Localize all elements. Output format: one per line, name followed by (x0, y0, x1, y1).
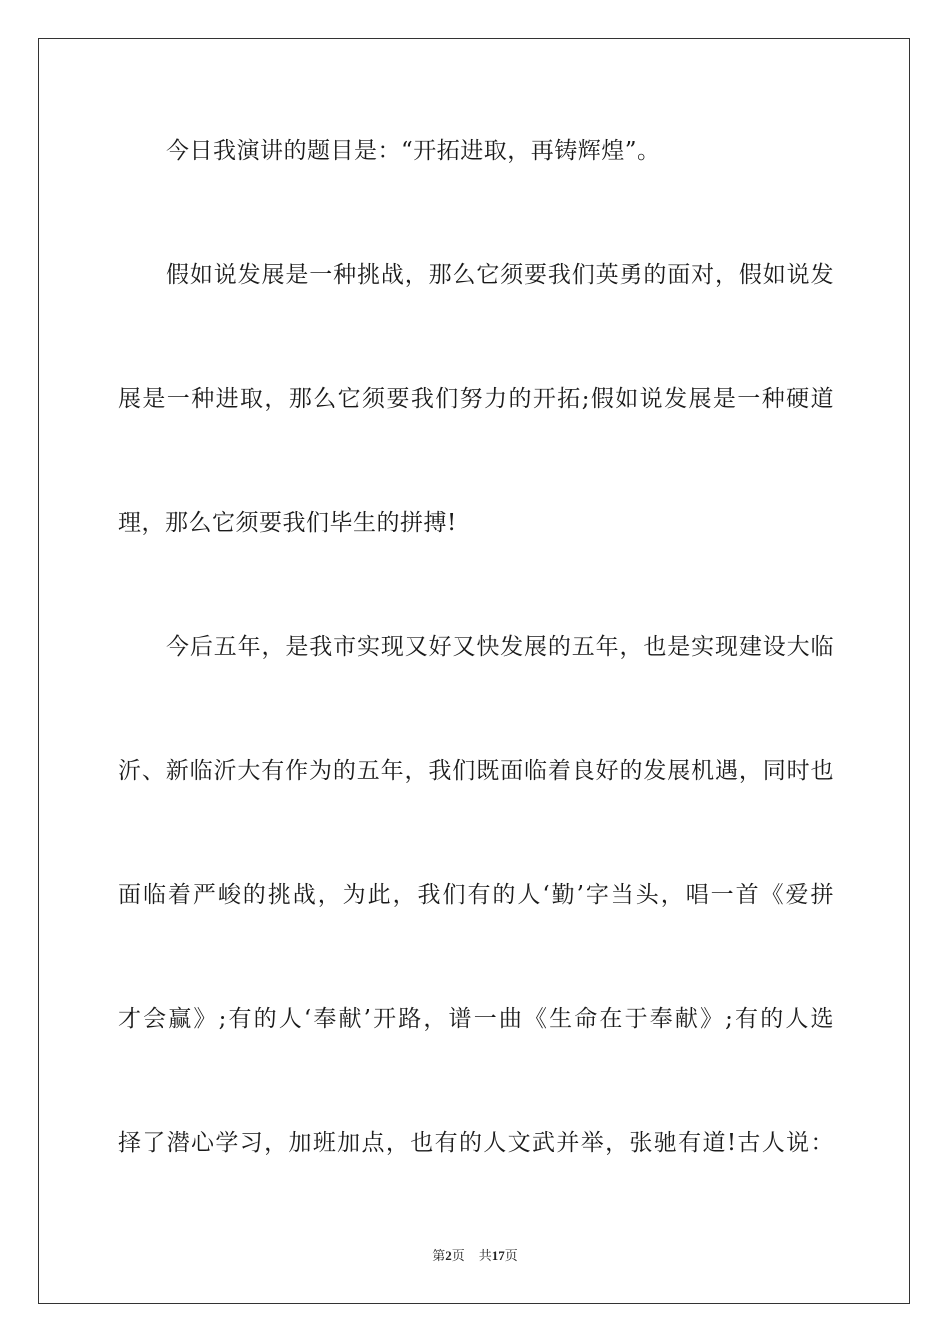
paragraph-3-line-2: 沂、新临沂大有作为的五年，我们既面临着良好的发展机遇，同时也 (118, 758, 834, 784)
paragraph-3-line-3: 面临着严峻的挑战，为此，我们有的人‘勤’字当头，唱一首《爱拼 (118, 882, 834, 908)
page-prefix: 第 (432, 1248, 446, 1263)
paragraph-3-line-4: 才会赢》;有的人‘奉献’开路，谱一曲《生命在于奉献》;有的人选 (118, 1006, 834, 1032)
page-footer (0, 1247, 950, 1265)
paragraph-3-line-1: 今后五年，是我市实现又好又快发展的五年，也是实现建设大临 (166, 634, 834, 660)
total-suffix: 页 (504, 1248, 518, 1263)
total-prefix: 共 (478, 1248, 492, 1263)
paragraph-3-line-5: 择了潜心学习，加班加点，也有的人文武并举，张驰有道!古人说： (118, 1130, 834, 1156)
total-pages: 17 (491, 1248, 505, 1263)
page-suffix: 页 (451, 1248, 465, 1263)
paragraph-2-line-3: 理，那么它须要我们毕生的拼搏! (118, 510, 457, 536)
page-frame (38, 38, 910, 1304)
paragraph-2-line-2: 展是一种进取，那么它须要我们努力的开拓;假如说发展是一种硬道 (118, 386, 834, 412)
paragraph-2-line-1: 假如说发展是一种挑战，那么它须要我们英勇的面对，假如说发 (166, 262, 834, 288)
page-number: 2 (445, 1248, 452, 1263)
paragraph-1-line-1: 今日我演讲的题目是：“开拓进取，再铸辉煌”。 (166, 138, 661, 164)
